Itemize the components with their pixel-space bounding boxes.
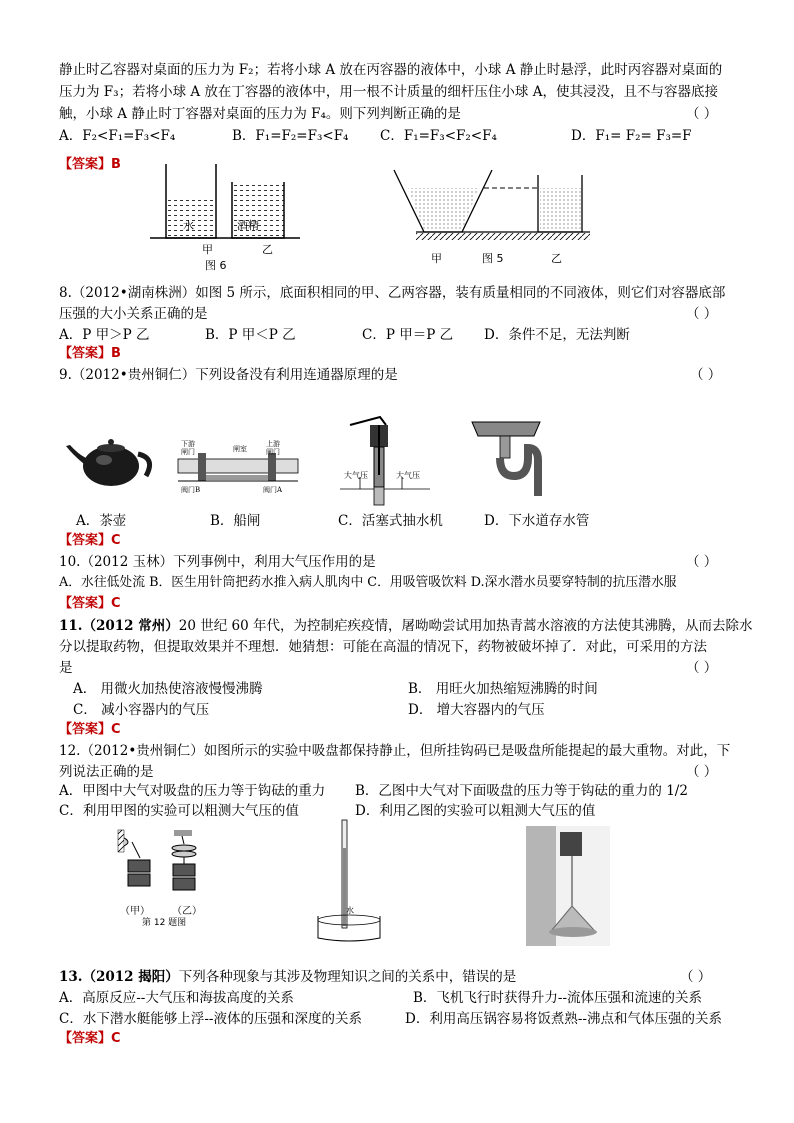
q7-line3: 触，小球 A 静止时丁容器对桌面的压力为 F₄。则下列判断正确的是 [59,106,461,122]
fig6-label-jia: 甲 [202,243,213,256]
q10-answer: 【答案】C [59,596,121,611]
fig12-caption: 第 12 题图 [142,918,187,928]
q7-option-b: B．F₁=F₂=F₃<F₄ [232,128,349,144]
q13-number: 13.（2012 揭阳） [59,969,179,985]
q11-answer: 【答案】C [59,722,121,737]
fig6-caption: 图 6 [205,259,227,272]
q8-option-c: C．P 甲＝P 乙 [362,327,454,343]
q13-paren: （ ） [680,969,712,985]
q13-stem-line [59,967,516,987]
q13-answer: 【答案】C [59,1031,121,1046]
suction-cup-figure [112,828,222,908]
q10-options: A．水往低处流 B．医生用针筒把药水推入病人肌肉中 C．用吸管吸饮料 D.深水潜水员要穿特制的抗压潜水服 [59,575,677,590]
q8-answer: 【答案】B [59,346,121,361]
q7-option-c: C．F₁=F₃<F₂<F₄ [380,128,497,144]
fig5-label-jia: 甲 [431,252,442,265]
q11-line1 [59,616,753,636]
q7-line1: 静止时乙容器对桌面的压力为 F₂；若将小球 A 放在丙容器的液体中，小球 A 静止时悬浮，此时丙容器对桌面的 [59,62,723,78]
q9-paren: （ ） [690,367,722,383]
lock-label-gate1: 闸门 [181,448,195,456]
q12-option-a: A．甲图中大气对吸盘的压力等于钩砝的重力 [59,783,326,799]
q12-line1: 12.（2012•贵州铜仁）如图所示的实验中吸盘都保持静止，但所挂钩码已是吸盘所能提起的最大重物。对此，下 [59,743,731,759]
q11-paren: （ ） [686,660,718,676]
pump-label-right: 大气压 [396,471,420,480]
q12-line2: 列说法正确的是 [59,764,154,780]
q8-line2: 压强的大小关系正确的是 [59,306,208,322]
q11-option-a: A． 用微火加热使溶液慢慢沸腾 [73,681,263,697]
q8-line1: 8.（2012•湖南株洲）如图 5 所示，底面积相同的甲、乙两容器，装有质量相同的不同液体，则它们对容器底部 [59,285,726,301]
fig6-label-yi: 乙 [262,243,273,256]
q11-line3: 是 [59,660,73,676]
q9-option-d: D．下水道存水管 [484,513,590,529]
q13-option-b: B．飞机飞行时获得升力--流体压强和流速的关系 [413,990,703,1006]
piston-pump-image [340,415,430,507]
q11-option-c: C． 减小容器内的气压 [73,702,210,718]
wall-suction-photo [526,826,610,946]
q13-option-a: A．高原反应--大气压和海拔高度的关系 [59,990,294,1006]
q12-option-c: C．利用甲图的实验可以粗测大气压的值 [59,803,299,819]
q9-answer: 【答案】C [59,533,121,548]
drain-trap-image [468,418,544,496]
q7-answer: 【答案】B [59,157,121,172]
q11-number: 11.（2012 常州） [59,618,179,634]
q9-option-a: A．茶壶 [76,513,127,529]
lock-label-downstream: 下游 [181,440,195,448]
q12-option-d: D．利用乙图的实验可以粗测大气压的值 [355,803,596,819]
q8-option-d: D．条件不足，无法判断 [484,327,630,343]
tube-in-water-figure [314,820,384,942]
pump-label-left: 大气压 [344,471,368,480]
q8-option-a: A．P 甲＞P 乙 [59,327,150,343]
q9-option-b: B．船闸 [210,513,261,529]
q7-option-d: D．F₁= F₂= F₃=F [571,128,692,144]
figure-5 [390,170,590,245]
lock-label-upstream: 上游 [266,440,280,448]
q13-stem: 下列各种现象与其涉及物理知识之间的关系中，错误的是 [178,969,517,985]
q7-paren: （ ） [686,106,718,122]
q8-option-b: B．P 甲＜P 乙 [205,327,296,343]
q7-line2: 压力为 F₃；若将小球 A 放在丁容器的液体中，用一根不计质量的细杆压住小球 A，使其浸没，且不与容器底接 [59,84,718,100]
q7-option-a: A．F₂<F₁=F₃<F₄ [59,128,176,144]
fig5-caption: 图 5 [482,252,504,265]
q13-option-d: D．利用高压锅容易将饭煮熟--沸点和气体压强的关系 [405,1011,722,1027]
fig12-label-yi: （乙） [172,906,202,917]
q11-line1-text: 20 世纪 60 年代，为控制疟疾疫情，屠呦呦尝试用加热青蒿水溶液的方法使其沸腾，从而去除水 [178,618,753,634]
q10-stem: 10.（2012 玉林）下列事例中，利用大气压作用的是 [59,554,376,570]
lock-label-gate2: 闸门 [266,448,280,456]
q12-option-b: B．乙图中大气对下面吸盘的压力等于钩砝的重力的 1/2 [355,783,688,799]
fig5-label-yi: 乙 [551,252,562,265]
lock-label-chamber: 闸室 [233,445,247,453]
q11-option-b: B． 用旺火加热缩短沸腾的时间 [408,681,598,697]
lock-label-valve-b: 阀门B [181,486,201,494]
q8-paren: （ ） [686,306,718,322]
q11-line2: 分以提取药物，但提取效果并不理想．她猜想：可能在高温的情况下，药物被破坏掉了．对此，可采用的方法 [59,639,707,655]
fig6-label-alcohol: 酒精 [237,219,259,232]
q11-option-d: D． 增大容器内的气压 [408,702,545,718]
q13-option-c: C．水下潜水艇能够上浮--液体的压强和深度的关系 [59,1011,362,1027]
q9-option-c: C．活塞式抽水机 [338,513,443,529]
teapot-image [66,432,156,492]
q9-stem: 9.（2012•贵州铜仁）下列设备没有利用连通器原理的是 [59,367,398,383]
lock-label-valve-a: 阀门A [263,486,283,494]
q12-paren: （ ） [686,764,718,780]
q10-paren: （ ） [686,554,718,570]
fig12-water-label: 水 [346,906,354,915]
fig12-label-jia: （甲） [120,906,150,917]
fig6-label-water: 水 [183,219,194,232]
